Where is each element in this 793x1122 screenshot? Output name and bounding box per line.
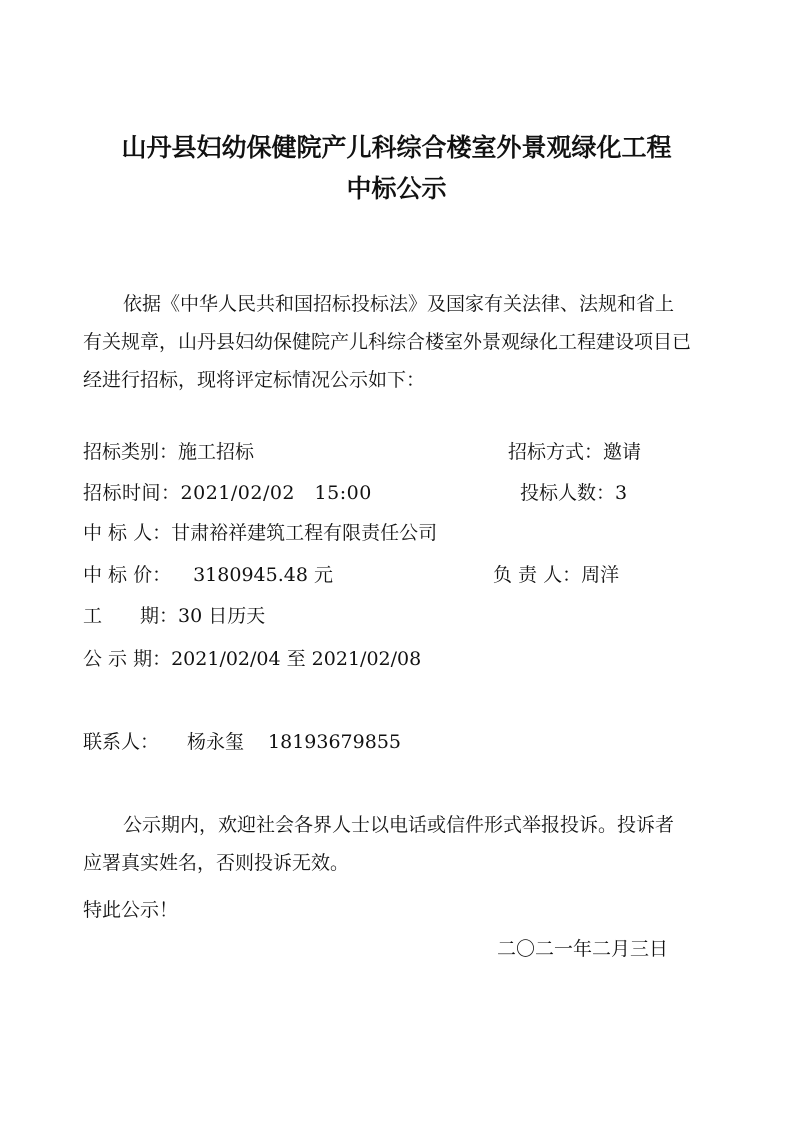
winner-label: 中 标 人： [83, 522, 172, 544]
bid-method-value: 邀请 [603, 441, 642, 463]
price-label: 中 标 价： [83, 564, 172, 586]
manager-value: 周洋 [581, 564, 620, 586]
manager-label: 负 责 人： [493, 564, 582, 586]
winner-value: 甘肃裕祥建筑工程有限责任公司 [171, 522, 438, 544]
price-value: 3180945.48 元 [193, 564, 333, 586]
special-notice: 特此公示！ [83, 899, 179, 921]
contact-row [83, 730, 401, 754]
bidder-count-row [520, 481, 627, 505]
closing-text: 公示期内，欢迎社会各界人士以电话或信件形式举报投诉。投诉者应署真实姓名，否则投诉无效。 [83, 814, 675, 874]
winner-row [83, 521, 437, 545]
bid-method-row [508, 440, 641, 464]
contact-label: 联系人： [83, 731, 160, 753]
notice-title-line-1: 山丹县妇幼保健院产儿科综合楼室外景观绿化工程 [121, 133, 672, 162]
intro-text: 依据《中华人民共和国招标投标法》及国家有关法律、法规和省上有关规章，山丹县妇幼保健院产儿科综合楼室外景观绿化工程建设项目已经进行招标，现将评定标情况公示如下： [83, 293, 692, 391]
notice-period-row [83, 647, 421, 671]
bid-time-label: 招标时间： [83, 482, 181, 504]
bid-type-value: 施工招标 [178, 441, 255, 463]
notice-period-value: 2021/02/04 至 2021/02/08 [171, 648, 422, 670]
closing-paragraph [83, 806, 691, 882]
contact-phone: 18193679855 [268, 731, 402, 753]
period-value: 30 日历天 [178, 605, 266, 627]
period-label: 工 期： [83, 605, 179, 627]
manager-row [493, 563, 619, 587]
period-row [83, 604, 265, 628]
bid-type-row [83, 440, 254, 464]
bid-method-label: 招标方式： [508, 441, 604, 463]
bid-time-row [83, 481, 372, 505]
price-row [83, 563, 333, 587]
bid-time-value: 2021/02/02 15:00 [180, 482, 372, 504]
bidder-count-value: 3 [615, 482, 628, 504]
contact-name: 杨永玺 [187, 731, 245, 753]
intro-paragraph [83, 285, 691, 399]
notice-period-label: 公 示 期： [83, 648, 172, 670]
notice-date: 二〇二一年二月三日 [497, 938, 669, 960]
bid-type-label: 招标类别： [83, 441, 179, 463]
notice-title-line-2: 中标公示 [346, 174, 447, 203]
bidder-count-label: 投标人数： [520, 482, 616, 504]
